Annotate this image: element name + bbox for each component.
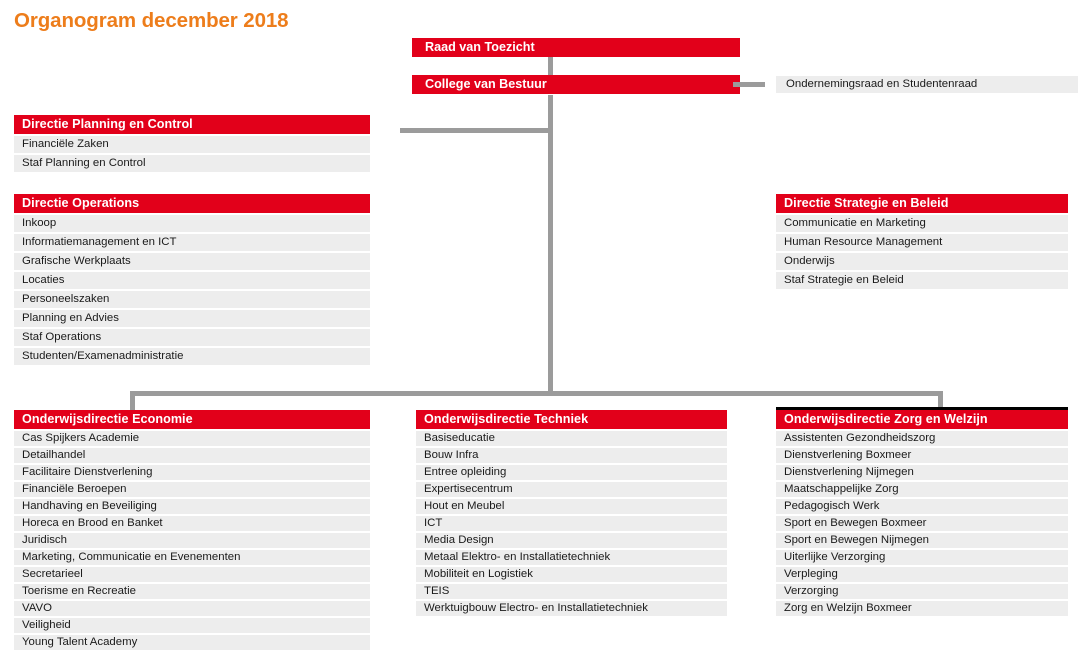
- list-item[interactable]: Cas Spijkers Academie: [14, 431, 370, 446]
- list-item[interactable]: Mobiliteit en Logistiek: [416, 567, 727, 582]
- list-item[interactable]: Zorg en Welzijn Boxmeer: [776, 601, 1068, 616]
- list-item[interactable]: Dienstverlening Nijmegen: [776, 465, 1068, 480]
- list-item[interactable]: Inkoop: [14, 215, 370, 232]
- list-item[interactable]: VAVO: [14, 601, 370, 616]
- list-item[interactable]: Grafische Werkplaats: [14, 253, 370, 270]
- list-item[interactable]: Hout en Meubel: [416, 499, 727, 514]
- list-item[interactable]: Entree opleiding: [416, 465, 727, 480]
- connector-council: [733, 82, 765, 87]
- list-item[interactable]: Sport en Bewegen Nijmegen: [776, 533, 1068, 548]
- list-item[interactable]: Detailhandel: [14, 448, 370, 463]
- unit-operations: [14, 194, 370, 365]
- council-box[interactable]: [776, 76, 1078, 93]
- unit-header-strategy-policy[interactable]: Directie Strategie en Beleid: [776, 194, 1068, 213]
- executive-board-label: College van Bestuur: [425, 77, 547, 91]
- list-item[interactable]: TEIS: [416, 584, 727, 599]
- list-item[interactable]: Young Talent Academy: [14, 635, 370, 650]
- connector-left-branch: [400, 128, 552, 133]
- list-item[interactable]: Juridisch: [14, 533, 370, 548]
- list-item[interactable]: Dienstverlening Boxmeer: [776, 448, 1068, 463]
- list-item[interactable]: Uiterlijke Verzorging: [776, 550, 1068, 565]
- list-item[interactable]: Assistenten Gezondheidszorg: [776, 431, 1068, 446]
- supervisory-board-box[interactable]: [412, 38, 740, 57]
- supervisory-board-label: Raad van Toezicht: [425, 40, 535, 54]
- list-item[interactable]: Verzorging: [776, 584, 1068, 599]
- list-item[interactable]: Locaties: [14, 272, 370, 289]
- list-item[interactable]: Expertisecentrum: [416, 482, 727, 497]
- unit-techniek: [416, 410, 727, 616]
- connector-main-spine: [548, 95, 553, 395]
- list-item[interactable]: Pedagogisch Werk: [776, 499, 1068, 514]
- list-item[interactable]: Horeca en Brood en Banket: [14, 516, 370, 531]
- list-item[interactable]: Metaal Elektro- en Installatietechniek: [416, 550, 727, 565]
- list-item[interactable]: Bouw Infra: [416, 448, 727, 463]
- list-item[interactable]: Informatiemanagement en ICT: [14, 234, 370, 251]
- list-item[interactable]: Staf Planning en Control: [14, 155, 370, 172]
- list-item[interactable]: Facilitaire Dienstverlening: [14, 465, 370, 480]
- list-item[interactable]: ICT: [416, 516, 727, 531]
- list-item[interactable]: Werktuigbouw Electro- en Installatietechniek: [416, 601, 727, 616]
- list-item[interactable]: Basiseducatie: [416, 431, 727, 446]
- list-item[interactable]: Handhaving en Beveiliging: [14, 499, 370, 514]
- list-item[interactable]: Staf Strategie en Beleid: [776, 272, 1068, 289]
- list-item[interactable]: Marketing, Communicatie en Evenementen: [14, 550, 370, 565]
- list-item[interactable]: Onderwijs: [776, 253, 1068, 270]
- executive-board-box[interactable]: [412, 75, 740, 94]
- unit-planning-control: [14, 115, 370, 172]
- unit-strategy-policy: [776, 194, 1068, 289]
- list-item[interactable]: Sport en Bewegen Boxmeer: [776, 516, 1068, 531]
- connector-bottom-bus: [130, 391, 943, 396]
- list-item[interactable]: Financiële Zaken: [14, 136, 370, 153]
- list-item[interactable]: Verpleging: [776, 567, 1068, 582]
- list-item[interactable]: Communicatie en Marketing: [776, 215, 1068, 232]
- list-item[interactable]: Toerisme en Recreatie: [14, 584, 370, 599]
- list-item[interactable]: Personeelszaken: [14, 291, 370, 308]
- list-item[interactable]: Veiligheid: [14, 618, 370, 633]
- unit-header-zorg-welzijn[interactable]: Onderwijsdirectie Zorg en Welzijn: [776, 407, 1068, 429]
- unit-header-techniek[interactable]: Onderwijsdirectie Techniek: [416, 410, 727, 429]
- list-item[interactable]: Media Design: [416, 533, 727, 548]
- unit-economie: [14, 410, 370, 650]
- list-item[interactable]: Staf Operations: [14, 329, 370, 346]
- list-item[interactable]: Human Resource Management: [776, 234, 1068, 251]
- list-item[interactable]: Studenten/Examenadministratie: [14, 348, 370, 365]
- list-item[interactable]: Maatschappelijke Zorg: [776, 482, 1068, 497]
- connector-board-vertical: [548, 57, 553, 75]
- list-item[interactable]: Secretarieel: [14, 567, 370, 582]
- unit-header-economie[interactable]: Onderwijsdirectie Economie: [14, 410, 370, 429]
- page-title: Organogram december 2018: [14, 9, 289, 32]
- unit-zorg-welzijn: [776, 407, 1068, 616]
- unit-header-planning-control[interactable]: Directie Planning en Control: [14, 115, 370, 134]
- list-item[interactable]: Planning en Advies: [14, 310, 370, 327]
- council-label: Ondernemingsraad en Studentenraad: [786, 78, 978, 90]
- unit-header-operations[interactable]: Directie Operations: [14, 194, 370, 213]
- list-item[interactable]: Financiële Beroepen: [14, 482, 370, 497]
